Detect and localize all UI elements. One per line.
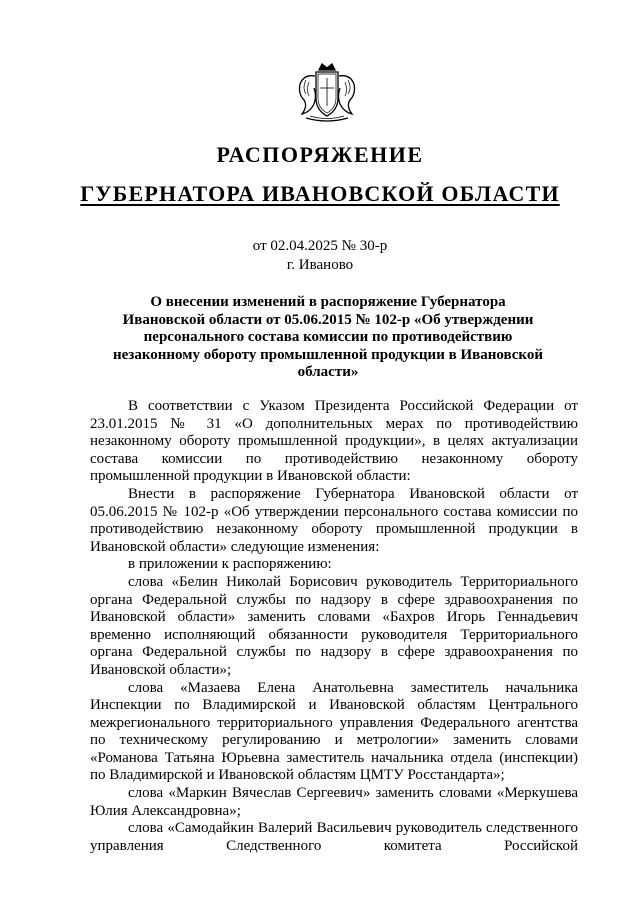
document-subject: О внесении изменений в распоряжение Губернатора Ивановской области от 05.06.2015 № 102-р «Об утверждении персонального состава комиссии по противодействию незаконному обороту промышленной продукции в Ивановской области» bbox=[112, 294, 544, 380]
body-paragraph: в приложении к распоряжению: bbox=[128, 556, 332, 573]
document-body bbox=[90, 398, 578, 855]
body-paragraph: слова «Белин Николай Борисович руководитель Территориального органа Федеральной службы по надзору в сфере здравоохранения по Ивановской области» заменить словами «Бахров Игорь Геннадьевич временно исполняющий обязанности руководителя Территориального органа Федеральной службы по надзору в сфере здравоохранения по Ивановской области»; bbox=[90, 573, 578, 678]
document-title: РАСПОРЯЖЕНИЕ bbox=[216, 142, 424, 167]
body-paragraph: Внести в распоряжение Губернатора Ивановской области от 05.06.2015 № 102-р «Об утверждении персонального состава комиссии по противодействию незаконному обороту промышленной продукции в Ивановской области» следующие изменения: bbox=[90, 485, 578, 555]
coat-of-arms-icon bbox=[292, 60, 362, 124]
body-paragraph: слова «Самодайкин Валерий Васильевич руководитель следственного управления Следственного комитета Российской bbox=[90, 820, 578, 854]
body-paragraph: слова «Мазаева Елена Анатольевна заместитель начальника Инспекции по Владимирской и Ивановской областям Центрального межрегионального территориального управления Федерального агентства по техническому регулированию и метрологии» заменить словами «Романова Татьяна Юрьевна заместитель начальника отдела (инспекции) по Владимирской и Ивановской областям ЦМТУ Росстандарта»; bbox=[90, 679, 578, 784]
body-paragraph: В соответствии с Указом Президента Российской Федерации от 23.01.2015 № 31 «О дополнительных мерах по противодействию незаконному обороту промышленной продукции», в целях актуализации состава комиссии по противодействию незаконному обороту промышленной продукции в Ивановской области: bbox=[90, 398, 578, 485]
body-paragraph: слова «Маркин Вячеслав Сергеевич» заменить словами «Меркушева Юлия Александровна»; bbox=[90, 785, 578, 819]
document-subtitle: ГУБЕРНАТОРА ИВАНОВСКОЙ ОБЛАСТИ bbox=[80, 181, 560, 206]
document-date-number: от 02.04.2025 № 30-р bbox=[252, 238, 388, 254]
document-city: г. Иваново bbox=[286, 257, 354, 273]
